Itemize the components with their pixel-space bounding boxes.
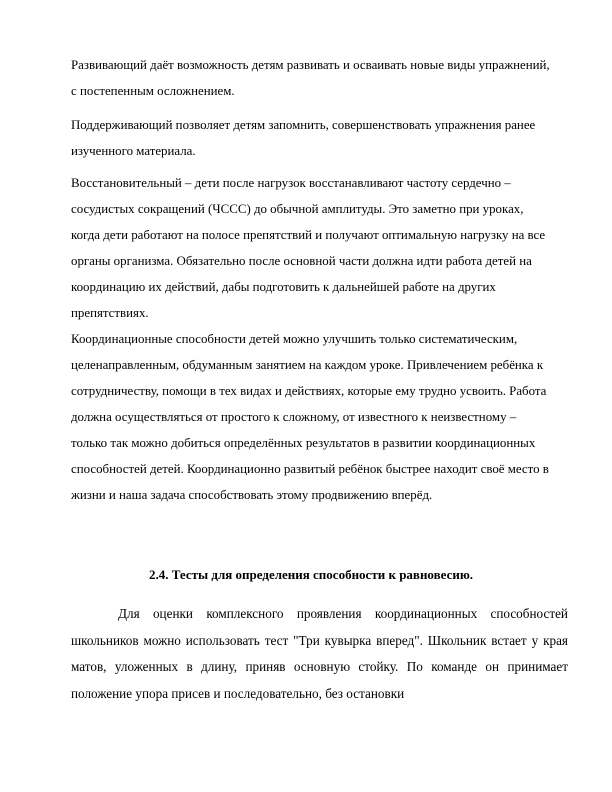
paragraph-test-description: Для оценки комплексного проявления координационных способностей школьников можно использовать тест "Три кувырка вперед". Школьник встает у края матов, уложенных в длину, приняв основную стойку. По команде он принимает положение упора присев и последовательно, без остановки <box>71 606 568 701</box>
paragraph-restorative: Восстановительный – дети после нагрузок восстанавливают частоту сердечно – сосудистых сокращений (ЧССС) до обычной амплитуды. Это заметно при уроках, когда дети работают на полосе препятствий и получают оптимальную нагрузку на все органы организма. Обязательно после основной части должна идти работа детей на координацию их действий, дабы подготовить к дальнейшей работе на других препятствиях. <box>71 176 546 320</box>
section-heading: 2.4. Тесты для определения способности к равновесию. <box>148 567 474 582</box>
paragraph-supporting: Поддерживающий позволяет детям запомнить, совершенствовать упражнения ранее изученного материала. <box>71 118 536 158</box>
paragraph-coordination: Координационные способности детей можно улучшить только систематическим, целенаправленным, обдуманным занятием на каждом уроке. Привлечением ребёнка к сотрудничеству, помощи в тех видах и действиях, которые ему трудно усвоить. Работа должна осуществляться от простого к сложному, от известного к неизвестному – только так можно добиться определённых результатов в развитии координационных способностей детей. Координационно развитый ребёнок быстрее находит своё место в жизни и наша задача способствовать этому продвижению вперёд. <box>71 332 549 502</box>
paragraph-developing: Развивающий даёт возможность детям развивать и осваивать новые виды упражнений, с постепенным осложнением. <box>71 58 550 98</box>
